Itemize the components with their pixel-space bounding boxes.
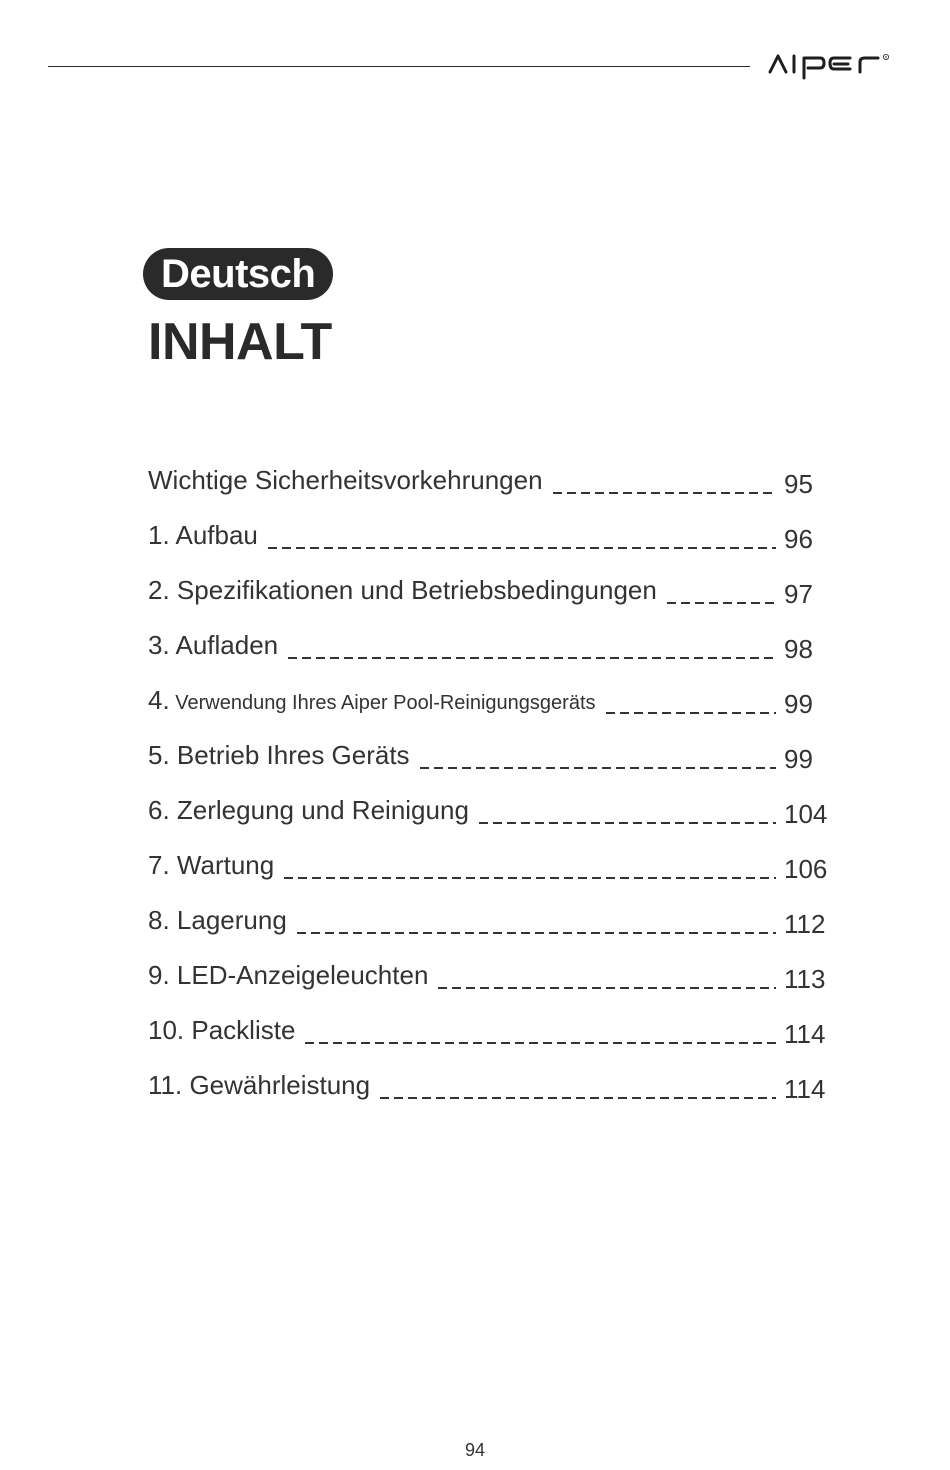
toc-item-label: 8. Lagerung (148, 905, 287, 935)
toc-item-label: Wichtige Sicherheitsvorkehrungen (148, 465, 543, 495)
toc-item-label: 3. Aufladen (148, 630, 279, 660)
toc-item-text: Verwendung Ihres Aiper Pool-Reinigungsgeräts (175, 692, 596, 714)
svg-text:R: R (884, 55, 888, 60)
toc-item-label: 9. LED-Anzeigeleuchten (148, 960, 429, 990)
aiper-logo (768, 48, 904, 84)
toc-leader (553, 482, 776, 496)
toc-item[interactable] (148, 621, 828, 664)
toc-item-page: 114 (784, 1074, 826, 1104)
page-number: 94 (464, 1440, 486, 1460)
toc-leader (479, 812, 776, 826)
toc-item-page: 114 (784, 1019, 826, 1049)
toc-leader (305, 1032, 776, 1046)
toc-item-label (148, 685, 596, 716)
toc-item[interactable] (148, 896, 828, 939)
toc-item[interactable] (148, 731, 828, 774)
toc-item[interactable] (148, 676, 828, 719)
page-title: INHALT (148, 313, 332, 371)
toc-item-page: 96 (784, 524, 813, 554)
toc-item[interactable] (148, 456, 828, 499)
toc-item-label: 6. Zerlegung und Reinigung (148, 795, 469, 825)
toc-item[interactable] (148, 841, 828, 884)
toc-item-label: 7. Wartung (148, 850, 275, 880)
toc-item-number: 4. (148, 685, 170, 715)
toc-leader (606, 702, 776, 716)
toc-item[interactable] (148, 786, 828, 829)
toc-item-page: 106 (784, 854, 828, 884)
toc-item-page: 95 (784, 469, 813, 499)
header-rule (48, 66, 750, 67)
toc-leader (288, 647, 776, 661)
toc-leader (380, 1087, 776, 1101)
toc-item-label: 10. Packliste (148, 1015, 296, 1045)
toc-item-page: 98 (784, 634, 813, 664)
toc-item[interactable] (148, 1006, 828, 1049)
language-badge: Deutsch (143, 248, 333, 300)
toc-item-label: 1. Aufbau (148, 520, 258, 550)
toc-leader (284, 867, 776, 881)
toc-item-label: 5. Betrieb Ihres Geräts (148, 740, 410, 770)
toc-leader (438, 977, 776, 991)
toc-item-label: 2. Spezifikationen und Betriebsbedingungen (148, 575, 657, 605)
toc-item-page: 97 (784, 579, 813, 609)
toc-leader (297, 922, 776, 936)
toc-item-page: 104 (784, 799, 828, 829)
toc-item-label: 11. Gewährleistung (148, 1070, 371, 1100)
toc-item-page: 112 (784, 909, 826, 939)
toc-item[interactable] (148, 511, 828, 554)
toc-item-page: 99 (784, 689, 813, 719)
toc-item[interactable] (148, 951, 828, 994)
toc-item[interactable] (148, 1061, 828, 1104)
toc-leader (420, 757, 776, 771)
toc-leader (268, 537, 776, 551)
toc-item-page: 113 (784, 964, 826, 994)
toc-item-page: 99 (784, 744, 813, 774)
toc-leader (667, 592, 776, 606)
toc-item[interactable] (148, 566, 828, 609)
